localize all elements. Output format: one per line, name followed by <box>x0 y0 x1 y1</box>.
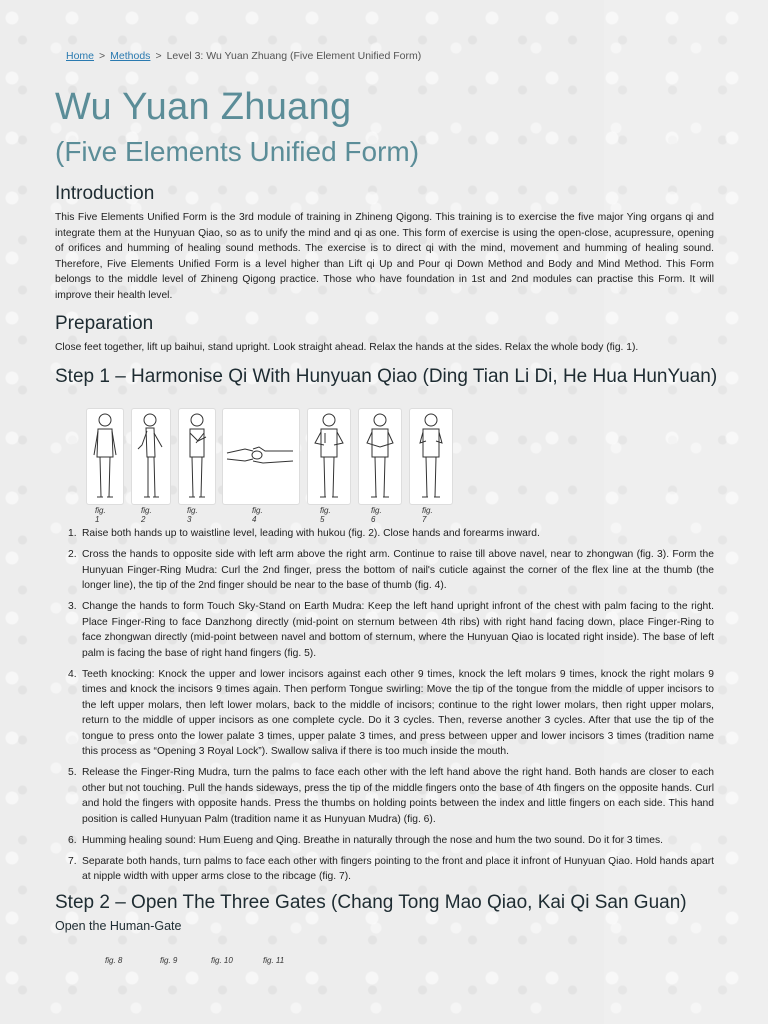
figure-7-caption: fig. 7 <box>422 506 433 524</box>
figure-2-image <box>131 408 171 505</box>
figure-10-caption: fig. 10 <box>211 956 233 965</box>
list-item: 6. Humming healing sound: Hum Eueng and Qing. Breathe in naturally through the nose and hum the two sound. Do it for 3 times. <box>68 834 663 846</box>
list-item: 1. Raise both hands up to waistline level, leading with hukou (fig. 2). Close hands and forearms inward. <box>68 528 540 539</box>
figure-1-image <box>86 408 124 505</box>
list-item: 2. Cross the hands to opposite side with left arm above the right arm. Continue to raise till above navel, near to zhongwan (fig. 3). Form the Hunyuan Finger-Ring Mudra: Curl the 2nd finger, press the bottom of nail's cuticle against the corner of the flex line at the thumb (the longer line), the tip of the 2nd finger should be near to the base of thumb (fig. 4). <box>68 549 714 591</box>
figure-1-caption: fig. 1 <box>95 506 106 524</box>
introduction-heading: Introduction <box>55 183 155 204</box>
breadcrumb: Home > Methods > Level 3: Wu Yuan Zhuang (Five Element Unified Form) <box>66 50 422 62</box>
figure-6-caption: fig. 6 <box>371 506 382 524</box>
figure-3-image <box>178 408 216 505</box>
step1-heading: Step 1 – Harmonise Qi With Hunyuan Qiao (Ding Tian Li Di, He Hua HunYuan) <box>55 366 718 387</box>
list-item: 3. Change the hands to form Touch Sky-Stand on Earth Mudra: Keep the left hand upright infront of the chest with palm facing to the right. Place Finger-Ring to face Danzhong directly (mid-point on sternum between 4th ribs) with right hand facing down, place Finger-Ring to face zhongwan directly (mid-point between navel and bottom of sternum, where the Hunyuan Qiao is located right inside). The base of left palm is facing the base of right hand fingers (fig. 5). <box>68 601 714 659</box>
figure-11-caption: fig. 11 <box>263 956 285 965</box>
list-item: 7. Separate both hands, turn palms to face each other with fingers pointing to the front and place it infront of Hunyuan Qiao. Hold hands apart at nipple width with upper arms close to the ribcage (fig. 7). <box>68 855 714 882</box>
list-item: 5. Release the Finger-Ring Mudra, turn the palms to face each other with the left hand above the right hand. Both hands are closer to each other but not touching. Pull the hands sideways, press the tip of the middle fingers onto the base of 4th fingers on the opposite hands. Curl and hold the fingers with opposite hands. Press the thumbs on holding points between the index and little fingers on each side. This hand position is called Hunyuan Palm (tradition name it as Hunyuan Mudra) (fig. 6). <box>68 767 714 825</box>
preparation-text: Close feet together, lift up baihui, stand upright. Look straight ahead. Relax the hands at the sides. Relax the whole body (fig. 1). <box>55 342 639 353</box>
step1-instructions <box>68 526 714 890</box>
figure-9-caption: fig. 9 <box>160 956 178 965</box>
step2-heading: Step 2 – Open The Three Gates (Chang Tong Mao Qiao, Kai Qi San Guan) <box>55 892 687 913</box>
figure-5-image <box>307 408 351 505</box>
breadcrumb-home-link[interactable]: Home <box>66 50 95 62</box>
page-subtitle: (Five Elements Unified Form) <box>55 136 420 167</box>
list-item: 4. Teeth knocking: Knock the upper and lower incisors against each other 9 times, knock the left molars 9 times, knock the right molars 9 times and knock the incisors 9 times again. Then perform Tongue swirling: Move the tip of the tongue from the middle of upper incisors to the left upper molars, then left lower molars, back to the middle of incisors; continue to the right lower molars, then right upper molars, return to the middle of upper incisors as one complete cycle. Do it 3 cycles. Then, reverse another 3 cycles. After that use the tip of the tongue to press onto the lower palate 3 times, upper palate 3 times, and press between upper and lower incisors 3 times (tradition name this process as “Opening 3 Royal Lock”). Swallow saliva if there is too much inside the mouth. <box>68 668 714 757</box>
breadcrumb-methods-link[interactable]: Methods <box>110 50 151 62</box>
step2-subheading: Open the Human-Gate <box>55 919 182 933</box>
figure-5-caption: fig. 5 <box>320 506 331 524</box>
page-title: Wu Yuan Zhuang <box>55 86 352 128</box>
introduction-text: This Five Elements Unified Form is the 3rd module of training in Zhineng Qigong. This training is to exercise the five major Ying organs qi and integrate them at the Hunyuan Qiao, so as to unify the mind and qi as one. This form of exercise is using the open-close, acupressure, opening of orifices and humming of healing sound methods. The exercise is to direct qi with the mind, movement and humming of healing sound. Therefore, Five Elements Unified Form is a level higher than Lift qi Up and Pour qi Down Method and Body and Mind Method. This Form belongs to the middle level of Zhineng Qigong practice. Those who have foundation in 1st and 2nd modules can practise this Form. It will improve their health level. <box>55 212 714 301</box>
figure-2-caption: fig. 2 <box>141 506 152 524</box>
figure-8-caption: fig. 8 <box>105 956 123 965</box>
preparation-heading: Preparation <box>55 313 154 334</box>
figure-3-caption: fig. 3 <box>187 506 198 524</box>
breadcrumb-current: Level 3: Wu Yuan Zhuang (Five Element Unified Form) <box>166 50 422 62</box>
figure-4-caption: fig. 4 <box>252 506 263 524</box>
figure-4-image <box>222 408 300 505</box>
figure-6-image <box>358 408 402 505</box>
figure-7-image <box>409 408 453 505</box>
